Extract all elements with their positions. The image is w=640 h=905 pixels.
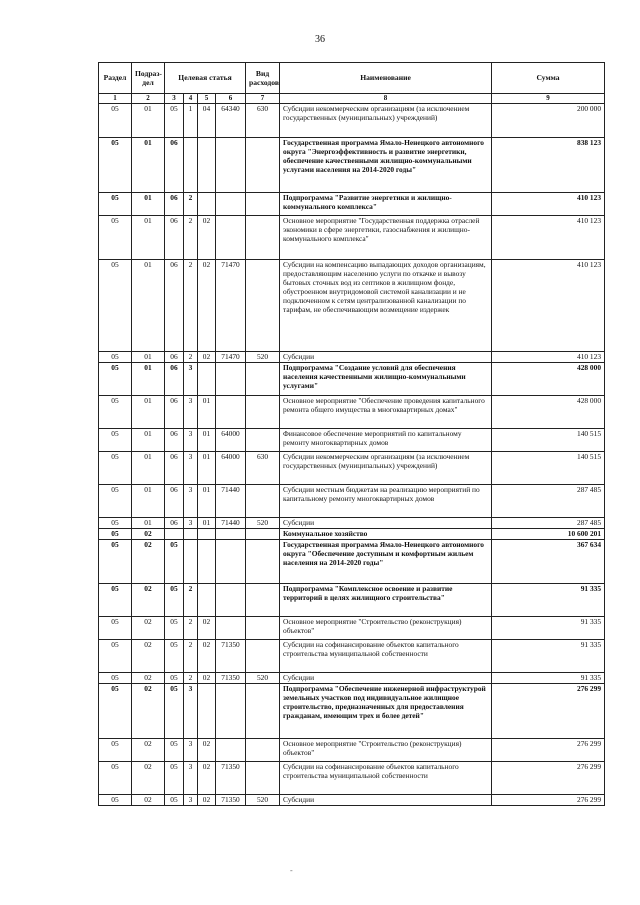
target-subprogram-cell: 3: [184, 684, 198, 739]
target-subprogram-cell: 3: [184, 363, 198, 396]
header-target: Целевая статья: [165, 63, 246, 94]
target-subprogram-cell: 3: [184, 396, 198, 429]
table-row: [99, 584, 605, 617]
podrazdel-cell: 02: [132, 673, 165, 684]
target-event-cell: [198, 684, 216, 739]
sum-cell: 140 515: [492, 429, 605, 452]
target-direction-cell: [216, 684, 246, 739]
target-subprogram-cell: [184, 540, 198, 584]
target-direction-cell: 71440: [216, 518, 246, 529]
table-row: [99, 518, 605, 529]
name-cell: Субсидии на компенсацию выпадающих доходов организациям, предоставляющим населению услуги по откачке и вывозу бытовых сточных вод из септиков в жилищном фонде, обустроенном внутридомовой системой канализации и не подключенном к сетям централизованной канализации по тарифам, не обеспечивающим возмещение издержек: [280, 260, 492, 352]
vid-cell: [246, 363, 280, 396]
sum-cell: 410 123: [492, 260, 605, 352]
name-cell: Субсидии: [280, 352, 492, 363]
vid-cell: [246, 485, 280, 518]
table-row: [99, 640, 605, 673]
target-event-cell: 02: [198, 640, 216, 673]
target-direction-cell: 64000: [216, 452, 246, 485]
target-direction-cell: 64000: [216, 429, 246, 452]
target-program-cell: 05: [165, 673, 184, 684]
target-subprogram-cell: 3: [184, 485, 198, 518]
sum-cell: 200 000: [492, 104, 605, 138]
table-row: [99, 396, 605, 429]
table-row: [99, 540, 605, 584]
target-subprogram-cell: 1: [184, 104, 198, 138]
target-direction-cell: 71350: [216, 640, 246, 673]
target-event-cell: [198, 540, 216, 584]
razdel-cell: 05: [99, 617, 132, 640]
podrazdel-cell: 01: [132, 518, 165, 529]
target-program-cell: 05: [165, 617, 184, 640]
target-subprogram-cell: 2: [184, 216, 198, 260]
name-cell: Субсидии: [280, 518, 492, 529]
table-row: [99, 795, 605, 806]
target-subprogram-cell: 3: [184, 795, 198, 806]
column-index-cell: 4: [184, 94, 198, 104]
target-subprogram-cell: 3: [184, 429, 198, 452]
vid-cell: 520: [246, 795, 280, 806]
vid-cell: [246, 396, 280, 429]
sum-cell: 10 600 201: [492, 529, 605, 540]
podrazdel-cell: 02: [132, 617, 165, 640]
target-program-cell: 05: [165, 640, 184, 673]
name-cell: Субсидии: [280, 795, 492, 806]
sum-cell: 287 485: [492, 518, 605, 529]
razdel-cell: 05: [99, 396, 132, 429]
target-subprogram-cell: 2: [184, 584, 198, 617]
table-row: [99, 216, 605, 260]
target-program-cell: 06: [165, 216, 184, 260]
target-direction-cell: [216, 363, 246, 396]
target-event-cell: [198, 193, 216, 216]
razdel-cell: 05: [99, 485, 132, 518]
table-row: [99, 617, 605, 640]
razdel-cell: 05: [99, 429, 132, 452]
sum-cell: 428 000: [492, 396, 605, 429]
vid-cell: 630: [246, 452, 280, 485]
name-cell: Финансовое обеспечение мероприятий по капитальному ремонту многоквартирных домов: [280, 429, 492, 452]
target-event-cell: 01: [198, 429, 216, 452]
name-cell: Основное мероприятие "Государственная поддержка отраслей экономики в сфере энергетики, газоснабжения и жилищно-коммунального комплекса": [280, 216, 492, 260]
header-razdel: Раздел: [99, 63, 132, 94]
target-direction-cell: [216, 540, 246, 584]
target-event-cell: 02: [198, 216, 216, 260]
vid-cell: [246, 260, 280, 352]
razdel-cell: 05: [99, 540, 132, 584]
target-program-cell: 05: [165, 739, 184, 762]
razdel-cell: 05: [99, 739, 132, 762]
name-cell: Государственная программа Ямало-Ненецкого автономного округа "Обеспечение доступным и комфортным жильем населения на 2014-2020 годы": [280, 540, 492, 584]
target-subprogram-cell: 3: [184, 452, 198, 485]
target-program-cell: 06: [165, 485, 184, 518]
target-direction-cell: [216, 739, 246, 762]
target-event-cell: 02: [198, 762, 216, 795]
target-program-cell: 06: [165, 260, 184, 352]
target-direction-cell: [216, 138, 246, 193]
sum-cell: 428 000: [492, 363, 605, 396]
footer-mark: -: [290, 866, 293, 875]
target-event-cell: 01: [198, 485, 216, 518]
header-name: Наименование: [280, 63, 492, 94]
razdel-cell: 05: [99, 193, 132, 216]
razdel-cell: 05: [99, 260, 132, 352]
podrazdel-cell: 01: [132, 485, 165, 518]
name-cell: Субсидии местным бюджетам на реализацию мероприятий по капитальному ремонту многоквартирных домов: [280, 485, 492, 518]
podrazdel-cell: 01: [132, 429, 165, 452]
target-subprogram-cell: 3: [184, 762, 198, 795]
target-subprogram-cell: 2: [184, 640, 198, 673]
target-direction-cell: [216, 584, 246, 617]
column-index-cell: 5: [198, 94, 216, 104]
name-cell: Субсидии: [280, 673, 492, 684]
target-program-cell: 05: [165, 684, 184, 739]
target-event-cell: 02: [198, 673, 216, 684]
vid-cell: [246, 684, 280, 739]
name-cell: Субсидии на софинансирование объектов капитального строительства муниципальной собственности: [280, 762, 492, 795]
target-subprogram-cell: [184, 529, 198, 540]
target-program-cell: 06: [165, 138, 184, 193]
podrazdel-cell: 01: [132, 363, 165, 396]
razdel-cell: 05: [99, 762, 132, 795]
razdel-cell: 05: [99, 684, 132, 739]
vid-cell: [246, 617, 280, 640]
name-cell: Субсидии на софинансирование объектов капитального строительства муниципальной собственности: [280, 640, 492, 673]
table-row: [99, 260, 605, 352]
target-program-cell: 05: [165, 762, 184, 795]
sum-cell: 410 123: [492, 216, 605, 260]
table-row: [99, 739, 605, 762]
name-cell: Основное мероприятие "Строительство (реконструкция) объектов": [280, 739, 492, 762]
column-index-cell: 8: [280, 94, 492, 104]
vid-cell: [246, 640, 280, 673]
target-direction-cell: 71470: [216, 260, 246, 352]
vid-cell: [246, 193, 280, 216]
vid-cell: [246, 739, 280, 762]
budget-table: [98, 62, 605, 806]
name-cell: Подпрограмма "Создание условий для обеспечения населения качественными жилищно-коммунальными услугами": [280, 363, 492, 396]
vid-cell: [246, 762, 280, 795]
target-direction-cell: 71350: [216, 673, 246, 684]
column-index-cell: 2: [132, 94, 165, 104]
target-event-cell: 01: [198, 396, 216, 429]
target-program-cell: 06: [165, 352, 184, 363]
podrazdel-cell: 01: [132, 216, 165, 260]
target-event-cell: 01: [198, 518, 216, 529]
name-cell: Основное мероприятие "Обеспечение проведения капитального ремонта общего имущества в многоквартирных домах": [280, 396, 492, 429]
column-index-row: [99, 94, 605, 104]
razdel-cell: 05: [99, 673, 132, 684]
vid-cell: 630: [246, 104, 280, 138]
target-subprogram-cell: 3: [184, 518, 198, 529]
razdel-cell: 05: [99, 640, 132, 673]
target-direction-cell: 71350: [216, 795, 246, 806]
header-podrazdel: Подраз-дел: [132, 63, 165, 94]
razdel-cell: 05: [99, 363, 132, 396]
target-program-cell: 06: [165, 363, 184, 396]
target-program-cell: 06: [165, 518, 184, 529]
target-subprogram-cell: 2: [184, 673, 198, 684]
target-program-cell: 05: [165, 584, 184, 617]
podrazdel-cell: 02: [132, 640, 165, 673]
vid-cell: 520: [246, 673, 280, 684]
header-sum: Сумма: [492, 63, 605, 94]
target-event-cell: 04: [198, 104, 216, 138]
target-program-cell: 05: [165, 540, 184, 584]
table-row: [99, 104, 605, 138]
podrazdel-cell: 02: [132, 584, 165, 617]
vid-cell: [246, 529, 280, 540]
name-cell: Субсидии некоммерческим организациям (за исключением государственных (муниципальных) учреждений): [280, 104, 492, 138]
target-program-cell: 06: [165, 193, 184, 216]
sum-cell: 276 299: [492, 684, 605, 739]
vid-cell: 520: [246, 352, 280, 363]
target-direction-cell: 64340: [216, 104, 246, 138]
column-index-cell: 9: [492, 94, 605, 104]
target-direction-cell: 71350: [216, 762, 246, 795]
razdel-cell: 05: [99, 795, 132, 806]
podrazdel-cell: 02: [132, 684, 165, 739]
target-event-cell: 01: [198, 452, 216, 485]
column-index-cell: 7: [246, 94, 280, 104]
table-row: [99, 352, 605, 363]
name-cell: Подпрограмма "Обеспечение инженерной инфраструктурой земельных участков под индивидуальное жилищное строительство, предназначенных для предоставления гражданам, имеющим трех и более детей": [280, 684, 492, 739]
vid-cell: [246, 540, 280, 584]
sum-cell: 91 335: [492, 673, 605, 684]
target-subprogram-cell: 2: [184, 352, 198, 363]
column-index-cell: 6: [216, 94, 246, 104]
podrazdel-cell: 02: [132, 540, 165, 584]
target-event-cell: [198, 529, 216, 540]
razdel-cell: 05: [99, 529, 132, 540]
sum-cell: 410 123: [492, 193, 605, 216]
target-event-cell: [198, 138, 216, 193]
vid-cell: [246, 138, 280, 193]
sum-cell: 287 485: [492, 485, 605, 518]
table-row: [99, 673, 605, 684]
target-program-cell: 06: [165, 396, 184, 429]
page-number: 36: [315, 34, 325, 45]
header-row: [99, 63, 605, 94]
sum-cell: 276 299: [492, 739, 605, 762]
target-direction-cell: [216, 617, 246, 640]
name-cell: Субсидии некоммерческим организациям (за исключением государственных (муниципальных) учреждений): [280, 452, 492, 485]
name-cell: Подпрограмма "Развитие энергетики и жилищно-коммунального комплекса": [280, 193, 492, 216]
podrazdel-cell: 02: [132, 739, 165, 762]
sum-cell: 91 335: [492, 617, 605, 640]
podrazdel-cell: 01: [132, 452, 165, 485]
sum-cell: 410 123: [492, 352, 605, 363]
target-program-cell: 06: [165, 452, 184, 485]
razdel-cell: 05: [99, 104, 132, 138]
name-cell: Основное мероприятие "Строительство (реконструкция) объектов": [280, 617, 492, 640]
podrazdel-cell: 02: [132, 762, 165, 795]
sum-cell: 91 335: [492, 640, 605, 673]
target-event-cell: 02: [198, 352, 216, 363]
podrazdel-cell: 01: [132, 138, 165, 193]
target-subprogram-cell: [184, 138, 198, 193]
target-event-cell: 02: [198, 617, 216, 640]
razdel-cell: 05: [99, 138, 132, 193]
razdel-cell: 05: [99, 584, 132, 617]
name-cell: Государственная программа Ямало-Ненецкого автономного округа "Энергоэффективность и развитие энергетики, обеспечение качественными жилищно-коммунальными услугами населения на 2014-2020 годы": [280, 138, 492, 193]
target-subprogram-cell: 2: [184, 260, 198, 352]
table-row: [99, 684, 605, 739]
table-row: [99, 429, 605, 452]
target-direction-cell: [216, 193, 246, 216]
target-subprogram-cell: 2: [184, 193, 198, 216]
razdel-cell: 05: [99, 216, 132, 260]
vid-cell: 520: [246, 518, 280, 529]
podrazdel-cell: 01: [132, 260, 165, 352]
target-subprogram-cell: 3: [184, 739, 198, 762]
table-row: [99, 138, 605, 193]
target-event-cell: 02: [198, 795, 216, 806]
razdel-cell: 05: [99, 518, 132, 529]
podrazdel-cell: 01: [132, 396, 165, 429]
sum-cell: 276 299: [492, 795, 605, 806]
table-row: [99, 193, 605, 216]
vid-cell: [246, 584, 280, 617]
header-vid: Вид расходов: [246, 63, 280, 94]
razdel-cell: 05: [99, 352, 132, 363]
table-row: [99, 452, 605, 485]
table-row: [99, 363, 605, 396]
razdel-cell: 05: [99, 452, 132, 485]
podrazdel-cell: 02: [132, 529, 165, 540]
target-direction-cell: 71440: [216, 485, 246, 518]
table-row: [99, 485, 605, 518]
target-program-cell: 05: [165, 104, 184, 138]
vid-cell: [246, 216, 280, 260]
name-cell: Подпрограмма "Комплексное освоение и развитие территорий в целях жилищного строительства": [280, 584, 492, 617]
sum-cell: 276 299: [492, 762, 605, 795]
name-cell: Коммунальное хозяйство: [280, 529, 492, 540]
target-subprogram-cell: 2: [184, 617, 198, 640]
table-row: [99, 762, 605, 795]
podrazdel-cell: 02: [132, 795, 165, 806]
target-event-cell: 02: [198, 260, 216, 352]
target-program-cell: 05: [165, 795, 184, 806]
table-row: [99, 529, 605, 540]
sum-cell: 140 515: [492, 452, 605, 485]
column-index-cell: 3: [165, 94, 184, 104]
sum-cell: 367 634: [492, 540, 605, 584]
target-event-cell: [198, 363, 216, 396]
podrazdel-cell: 01: [132, 352, 165, 363]
sum-cell: 91 335: [492, 584, 605, 617]
sum-cell: 838 123: [492, 138, 605, 193]
table-body: [99, 104, 605, 806]
vid-cell: [246, 429, 280, 452]
target-direction-cell: [216, 216, 246, 260]
target-direction-cell: [216, 396, 246, 429]
podrazdel-cell: 01: [132, 193, 165, 216]
column-index-cell: 1: [99, 94, 132, 104]
target-direction-cell: [216, 529, 246, 540]
target-direction-cell: 71470: [216, 352, 246, 363]
target-event-cell: 02: [198, 739, 216, 762]
podrazdel-cell: 01: [132, 104, 165, 138]
target-program-cell: [165, 529, 184, 540]
target-program-cell: 06: [165, 429, 184, 452]
target-event-cell: [198, 584, 216, 617]
